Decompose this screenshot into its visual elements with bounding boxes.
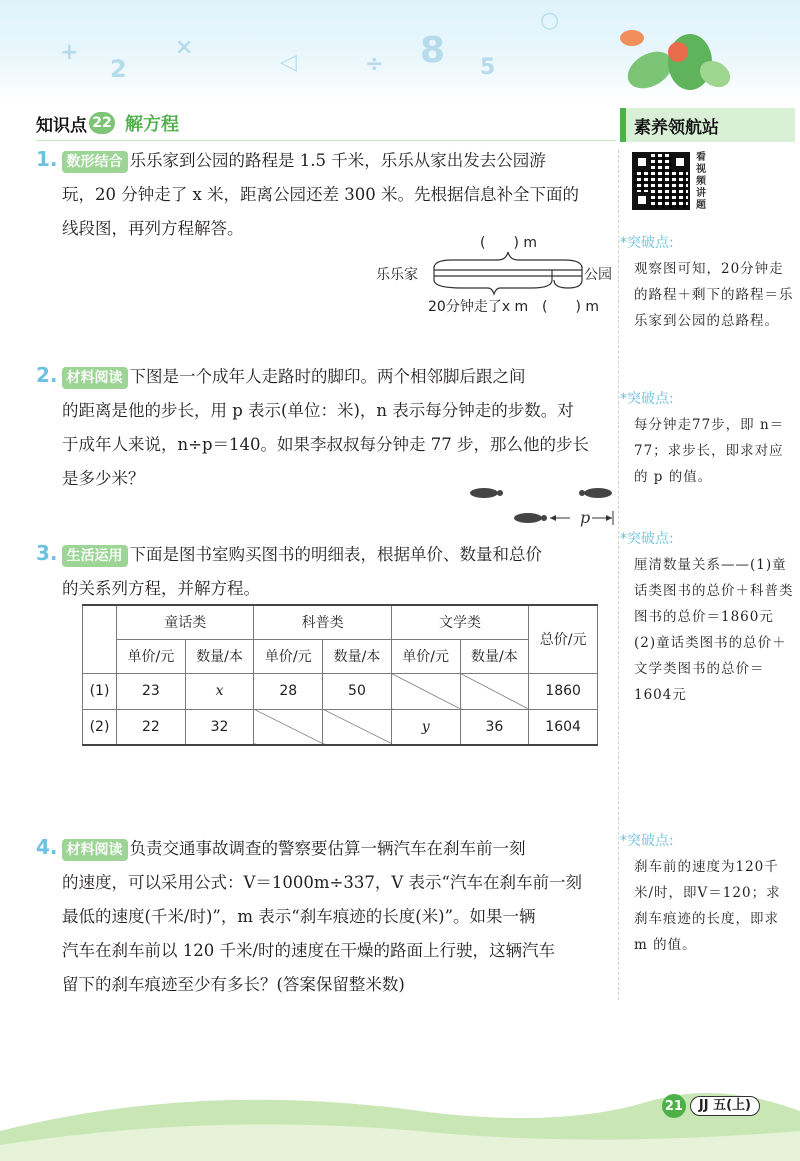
slashed-cell (391, 673, 460, 709)
group-header: 文学类 (391, 605, 528, 639)
slashed-cell (323, 709, 392, 745)
tip-text: 厘清数量关系——(1)童话类图书的总价＋科普类图书的总价＝1860元 (2)童话类图书的总价＋文学类图书的总价＝1604元 (634, 557, 794, 703)
eight-decoration: 8 (420, 30, 446, 71)
cross-decoration: × (175, 35, 194, 60)
question-text: 的关系列方程，并解方程。 (62, 579, 260, 598)
table-cell: 22 (117, 709, 186, 745)
qr-code[interactable] (632, 152, 690, 210)
qr-block (632, 152, 795, 212)
sub-header: 单价/元 (391, 639, 460, 673)
qr-caption: 看视频讲题 (696, 152, 706, 211)
question-line (36, 142, 616, 178)
topic-label: 知识点 (36, 115, 87, 136)
row-label: (2) (83, 709, 117, 745)
sub-header: 数量/本 (323, 639, 392, 673)
tip-title: *突破点: (620, 833, 674, 849)
slashed-cell (460, 673, 529, 709)
sub-header: 数量/本 (185, 639, 254, 673)
table-cell: 23 (117, 673, 186, 709)
edition-label: JJ 五(上) (690, 1096, 760, 1116)
table-cell: 36 (460, 709, 529, 745)
circle-decoration: ○ (540, 8, 560, 33)
step-length-label: p (580, 508, 591, 527)
question-line (36, 830, 616, 866)
question-tag: 数形结合 (62, 151, 128, 173)
question-number: 4. (36, 835, 58, 859)
question-text: 的距离是他的步长，用 p 表示(单位：米)，n 表示每分钟走的步数。对 (62, 401, 574, 420)
question-line (36, 358, 616, 394)
topic-number: 22 (89, 112, 115, 134)
tip-2 (620, 380, 795, 490)
question-text: 的速度，可以采用公式：V＝1000m÷337，V 表示“汽车在刹车前一刻 (62, 873, 582, 892)
slashed-cell (254, 709, 323, 745)
table-row (83, 673, 598, 709)
total-header: 总价/元 (529, 605, 598, 673)
question-text: 下图是一个成年人走路时的脚印。两个相邻脚后跟之间 (129, 367, 526, 386)
question-tag: 材料阅读 (62, 839, 128, 861)
tip-text: 刹车前的速度为120千米/时，即V＝120；求刹车痕迹的长度，即求 m 的值。 (634, 859, 781, 953)
table-header-row (83, 605, 598, 639)
question-text: 玩，20 分钟走了 x 米，距离公园还差 300 米。先根据信息补全下面的 (62, 185, 580, 204)
tip-title: *突破点: (620, 391, 674, 407)
total-cell: 1860 (529, 673, 598, 709)
header-band (0, 0, 800, 100)
page-badge (662, 1095, 760, 1117)
question-text: 乐乐家到公园的路程是 1.5 千米，乐乐从家出发去公园游 (129, 151, 546, 170)
five-decoration: 5 (480, 55, 496, 80)
triangle-decoration: ◁ (280, 50, 297, 75)
question-text: 线段图，再列方程解答。 (62, 219, 244, 238)
table-cell: y (391, 709, 460, 745)
topic-tag (36, 111, 115, 136)
diagram-bottom-label: 20分钟走了x m (428, 299, 529, 315)
group-header: 童话类 (117, 605, 254, 639)
diagram-bottom-right-label: ( ) m (542, 299, 600, 315)
question-number: 3. (36, 541, 58, 565)
row-label: (1) (83, 673, 117, 709)
question-line (36, 536, 616, 572)
plus-decoration: + (60, 40, 79, 65)
topic-title: 解方程 (125, 114, 179, 135)
question-text: 最低的速度(千米/时)”，m 表示“刹车痕迹的长度(米)”。如果一辆 (62, 907, 536, 926)
table-row (83, 709, 598, 745)
tip-text: 每分钟走77步，即 n＝77；求步长，即求对应的 p 的值。 (634, 417, 785, 485)
question-tag: 材料阅读 (62, 367, 128, 389)
table-subheader-row (83, 639, 598, 673)
book-purchase-table (82, 604, 598, 746)
page-number: 21 (662, 1094, 686, 1118)
diagram-top-label: ( ) m (480, 235, 538, 251)
sidebar-title: 素养领航站 (620, 108, 795, 142)
question-3 (36, 536, 616, 606)
leaf-illustration (620, 22, 730, 94)
question-text: 汽车在刹车前以 120 千米/时的速度在干燥的路面上行驶，这辆汽车 (62, 941, 556, 960)
question-number: 1. (36, 147, 58, 171)
segment-lines (432, 246, 584, 298)
sub-header: 单价/元 (254, 639, 323, 673)
divide-decoration: ÷ (365, 52, 384, 77)
header-divider (36, 140, 616, 141)
table-cell: x (185, 673, 254, 709)
corner-cell (83, 605, 117, 673)
table-cell: 50 (323, 673, 392, 709)
tip-4 (620, 822, 795, 958)
tip-1 (620, 224, 795, 334)
group-header: 科普类 (254, 605, 391, 639)
sidebar (620, 108, 795, 953)
table-cell: 32 (185, 709, 254, 745)
question-2 (36, 358, 616, 496)
sub-header: 数量/本 (460, 639, 529, 673)
question-text: 于成年人来说，n÷p＝140。如果李叔叔每分钟走 77 步，那么他的步长 (62, 435, 589, 454)
sub-header: 单价/元 (117, 639, 186, 673)
question-number: 2. (36, 363, 58, 387)
tip-3 (620, 520, 795, 708)
digit-decoration: 2 (110, 55, 127, 83)
question-1 (36, 142, 616, 246)
table-cell: 28 (254, 673, 323, 709)
question-4 (36, 830, 616, 1002)
topic-header (36, 108, 179, 138)
question-text: 是多少米？ (62, 469, 145, 488)
question-text: 下面是图书室购买图书的明细表，根据单价、数量和总价 (129, 545, 543, 564)
diagram-end-label: 公园 (584, 267, 612, 283)
total-cell: 1604 (529, 709, 598, 745)
footprint-figure (466, 484, 616, 530)
segment-diagram (376, 232, 616, 322)
question-text: 留下的刹车痕迹至少有多长？(答案保留整米数) (62, 975, 405, 994)
tip-title: *突破点: (620, 531, 674, 547)
tip-text: 观察图可知，20分钟走的路程＋剩下的路程＝乐乐家到公园的总路程。 (634, 261, 794, 329)
diagram-start-label: 乐乐家 (376, 267, 418, 283)
question-text: 负责交通事故调查的警察要估算一辆汽车在刹车前一刻 (129, 839, 526, 858)
tip-title: *突破点: (620, 235, 674, 251)
question-tag: 生活运用 (62, 545, 128, 567)
